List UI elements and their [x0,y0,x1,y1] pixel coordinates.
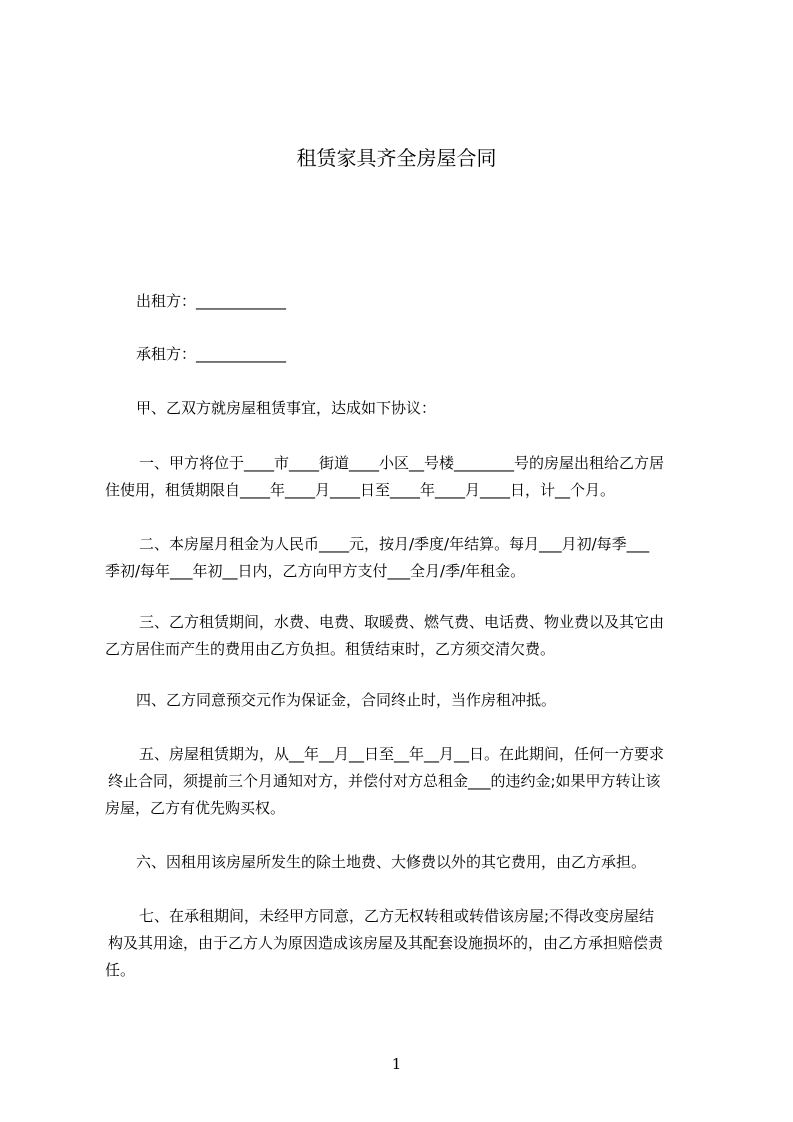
clause-5-line-2: 终止合同，须提前三个月通知对方，并偿付对方总租金___的违约金;如果甲方转让该 [108,772,661,790]
clause-7-line-3: 任。 [105,961,136,979]
lessor-line: 出租方：____________ [136,292,287,310]
clause-2-line-2: 季初/每年___年初__日内，乙方向甲方支付___全月/季/年租金。 [105,562,526,580]
clause-3-line-2: 乙方居住而产生的费用由乙方负担。租赁结束时，乙方须交清欠费。 [105,640,556,658]
clause-7-line-1: 七、在承租期间，未经甲方同意，乙方无权转租或转借该房屋;不得改变房屋结 [139,907,655,925]
clause-5-line-3: 房屋，乙方有优先购买权。 [105,799,286,817]
clause-7-line-2: 构及其用途，由于乙方人为原因造成该房屋及其配套设施损坏的，由乙方承担赔偿责 [108,934,664,952]
clause-1-line-2: 住使用，租赁期限自____年____月____日至____年____月____日，计__个月。 [105,481,616,499]
clause-3-line-1: 三、乙方租赁期间，水费、电费、取暖费、燃气费、电话费、物业费以及其它由 [139,613,665,631]
lessee-line: 承租方：____________ [136,345,287,363]
clause-4-line-1: 四、乙方同意预交元作为保证金，合同终止时，当作房租冲抵。 [136,691,557,709]
clause-5-line-1: 五、房屋租赁期为，从__年__月__日至__年__月__日。在此期间，任何一方要求 [139,745,665,763]
clause-1-line-1: 一、甲方将位于____市____街道____小区__号楼________号的房屋出租给乙方居 [139,454,665,472]
intro-line: 甲、乙双方就房屋租赁事宜，达成如下协议： [136,399,437,417]
page-number: 1 [391,1055,402,1073]
contract-title: 租赁家具齐全房屋合同 [296,146,497,170]
clause-2-line-1: 二、本房屋月租金为人民币____元，按月/季度/年结算。每月___月初/每季___ [139,535,650,553]
clause-6-line-1: 六、因租用该房屋所发生的除土地费、大修费以外的其它费用，由乙方承担。 [136,853,647,871]
